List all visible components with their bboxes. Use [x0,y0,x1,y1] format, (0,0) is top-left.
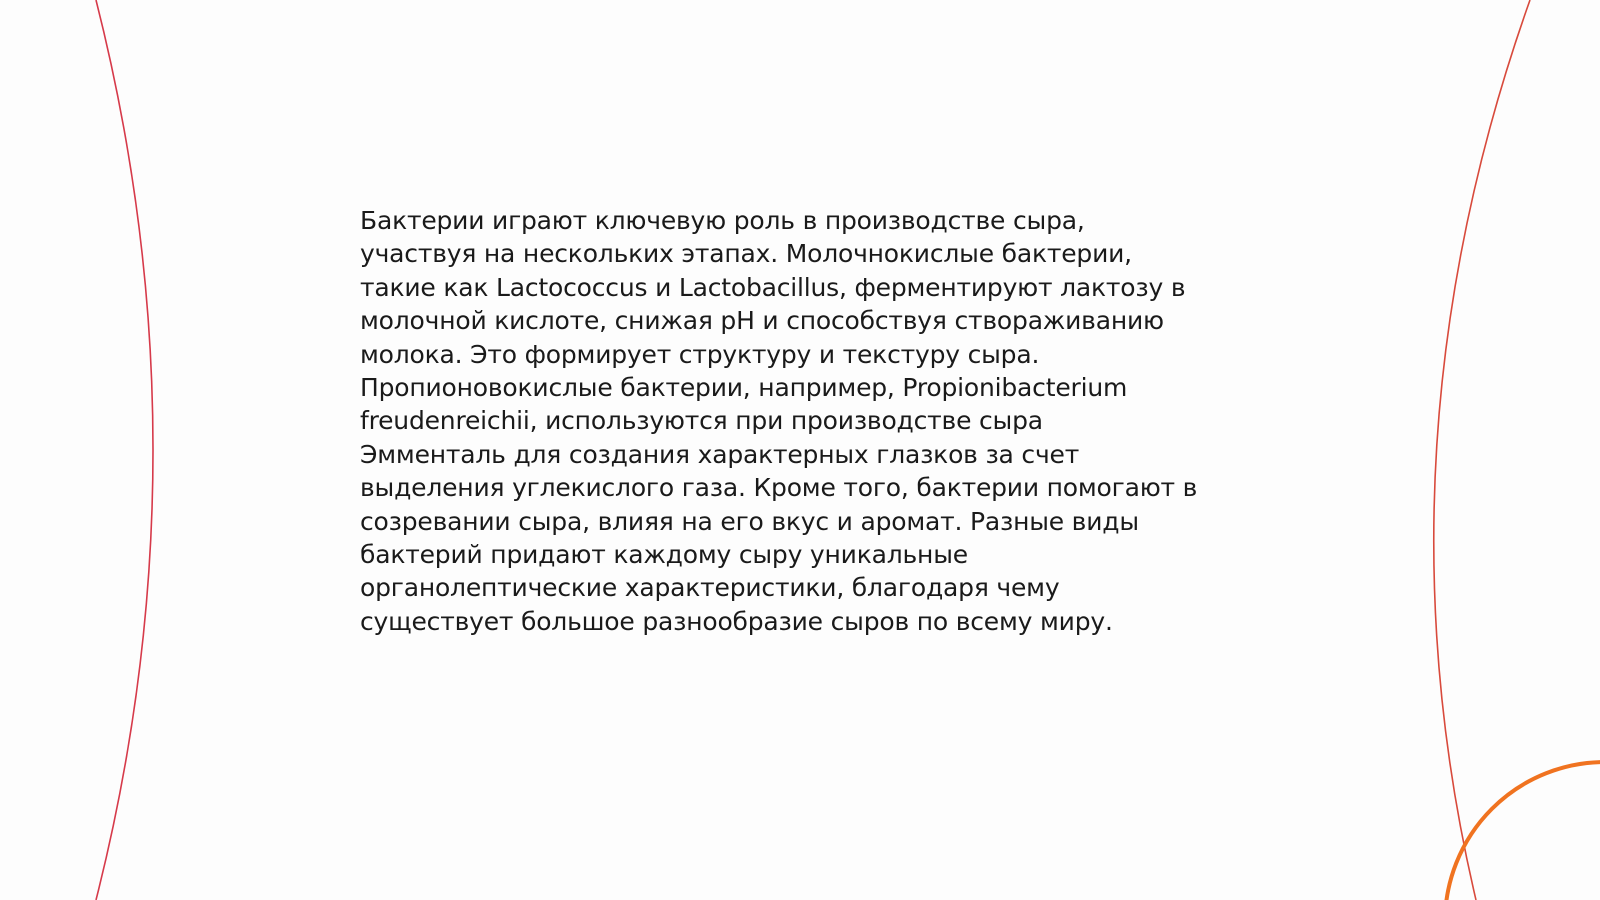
orange-arc-decoration [1445,762,1600,900]
paragraph-line: выделения углекислого газа. Кроме того, бактерии помогают в [360,473,1198,503]
paragraph-line: молочной кислоте, снижая pH и способствуя створаживанию [360,306,1164,336]
paragraph-line: созревании сыра, влияя на его вкус и аромат. Разные виды [360,506,1139,536]
body-paragraph [360,204,1240,638]
paragraph-line: существует большое разнообразие сыров по всему миру. [360,606,1113,636]
right-curve-decoration [1434,0,1530,900]
paragraph-line: Эмменталь для создания характерных глазков за счет [360,439,1080,469]
paragraph-line: бактерий придают каждому сыру уникальные [360,540,968,570]
paragraph-line: участвуя на нескольких этапах. Молочнокислые бактерии, [360,239,1132,269]
left-curve-decoration [96,0,153,900]
paragraph-line: Пропионовокислые бактерии, например, Propionibacterium [360,373,1128,403]
paragraph-line: freudenreichii, используются при производстве сыра [360,406,1043,436]
paragraph-line: Бактерии играют ключевую роль в производстве сыра, [360,206,1085,235]
paragraph-line: молока. Это формирует структуру и текстуру сыра. [360,339,1040,369]
paragraph-line: такие как Lactococcus и Lactobacillus, ферментируют лактозу в [360,272,1186,302]
paragraph-line: органолептические характеристики, благодаря чему [360,573,1060,603]
